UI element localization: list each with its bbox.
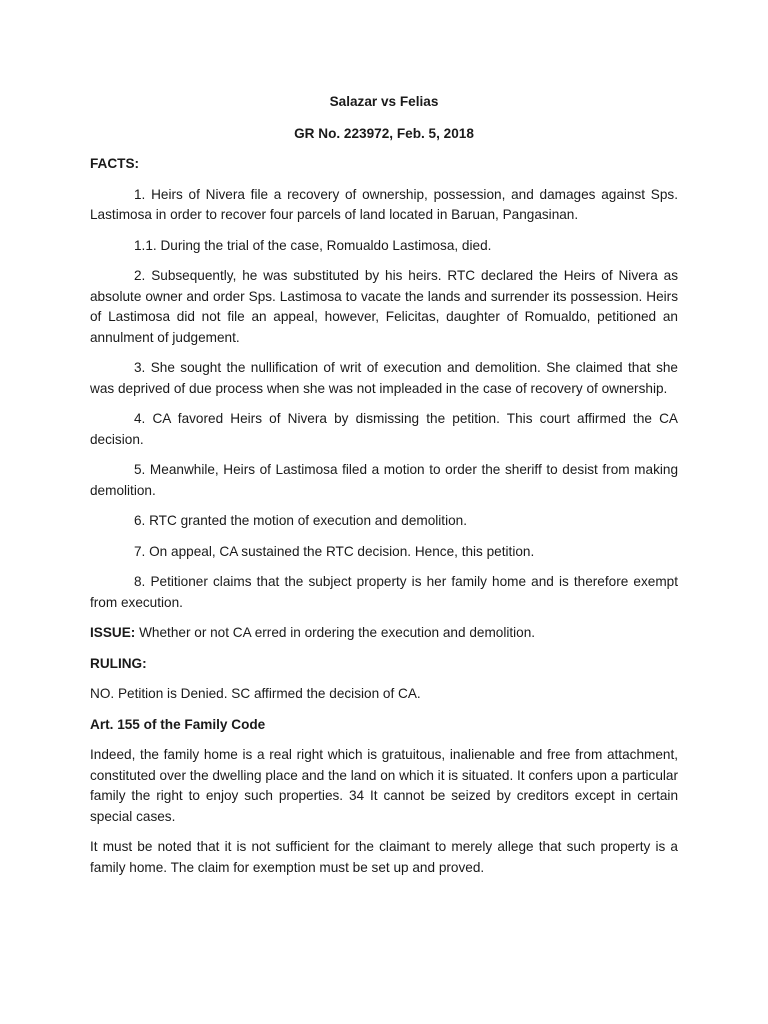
document-page <box>90 92 678 888</box>
issue-label: ISSUE: <box>90 625 136 640</box>
ruling-text: NO. Petition is Denied. SC affirmed the decision of CA. <box>90 686 421 701</box>
fact-paragraph: 4. CA favored Heirs of Nivera by dismissing the petition. This court affirmed the CA decision. <box>90 411 678 447</box>
case-title: Salazar vs Felias <box>329 94 439 109</box>
issue-paragraph <box>90 623 678 644</box>
fact-paragraph: 3. She sought the nullification of writ of execution and demolition. She claimed that she was deprived of due process when she was not impleaded in the case of recovery of ownership. <box>90 360 678 396</box>
issue-text: Whether or not CA erred in ordering the execution and demolition. <box>135 625 536 640</box>
article-heading: Art. 155 of the Family Code <box>90 716 266 732</box>
facts-heading: FACTS: <box>90 156 140 171</box>
article-paragraph: It must be noted that it is not sufficient for the claimant to merely allege that such property is a family home. The claim for exemption must be set up and proved. <box>90 839 678 875</box>
fact-paragraph: 5. Meanwhile, Heirs of Lastimosa filed a motion to order the sheriff to desist from making demolition. <box>90 462 678 498</box>
ruling-heading: RULING: <box>90 655 147 671</box>
fact-paragraph: 7. On appeal, CA sustained the RTC decision. Hence, this petition. <box>134 543 535 559</box>
fact-paragraph: 2. Subsequently, he was substituted by his heirs. RTC declared the Heirs of Nivera as absolute owner and order Sps. Lastimosa to vacate the lands and surrender its possession. Heirs of Lastimosa did not file an appeal, however, Felicitas, daughter of Romualdo, petitioned an annulment of judgement. <box>90 268 678 345</box>
gr-number: GR No. 223972, Feb. 5, 2018 <box>294 125 474 141</box>
fact-paragraph: 8. Petitioner claims that the subject property is her family home and is therefore exempt from execution. <box>90 574 678 610</box>
article-paragraph: Indeed, the family home is a real right which is gratuitous, inalienable and free from attachment, constituted over the dwelling place and the land on which it is situated. It confers upon a particular family the right to enjoy such properties. 34 It cannot be seized by creditors except in certain special cases. <box>90 747 678 824</box>
fact-paragraph: 1.1. During the trial of the case, Romualdo Lastimosa, died. <box>134 237 492 253</box>
fact-paragraph: 6. RTC granted the motion of execution and demolition. <box>134 513 467 528</box>
fact-paragraph: 1. Heirs of Nivera file a recovery of ownership, possession, and damages against Sps. Lastimosa in order to recover four parcels of land located in Baruan, Pangasinan. <box>90 186 678 222</box>
